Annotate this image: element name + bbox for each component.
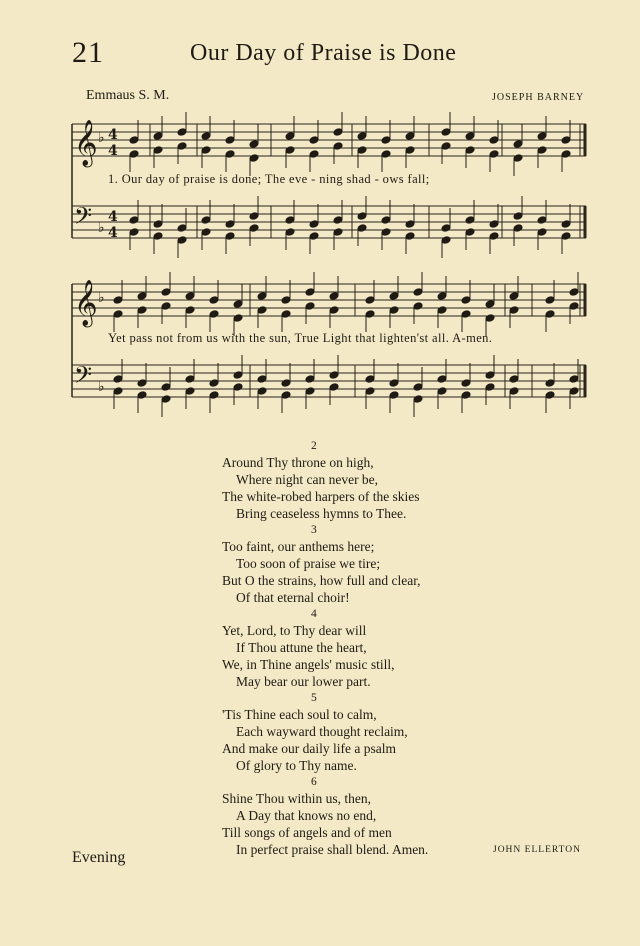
verse-line: Around Thy throne on high, bbox=[222, 455, 374, 470]
note-head bbox=[405, 220, 415, 229]
note-head bbox=[153, 132, 163, 141]
note-head bbox=[113, 387, 123, 396]
note-head bbox=[437, 387, 447, 396]
note-head bbox=[161, 302, 171, 311]
note-head bbox=[489, 150, 499, 159]
note-head bbox=[329, 383, 339, 392]
verse-line: Of that eternal choir! bbox=[236, 590, 350, 605]
note-head bbox=[561, 150, 571, 159]
note-head bbox=[357, 224, 367, 233]
note-head bbox=[161, 383, 171, 392]
note-head bbox=[137, 391, 147, 400]
note-head bbox=[561, 232, 571, 241]
note-head bbox=[333, 128, 343, 137]
verses bbox=[222, 438, 522, 858]
note-head bbox=[465, 228, 475, 237]
note-head bbox=[225, 136, 235, 145]
note-head bbox=[509, 375, 519, 384]
verse-line: Where night can never be, bbox=[236, 472, 379, 487]
tune-name: Emmaus S. M. bbox=[86, 88, 170, 103]
note-head bbox=[305, 288, 315, 297]
note-head bbox=[381, 150, 391, 159]
note-head bbox=[177, 128, 187, 137]
note-head bbox=[113, 296, 123, 305]
note-head bbox=[545, 310, 555, 319]
note-head bbox=[537, 132, 547, 141]
verse-line: Too soon of praise we tire; bbox=[236, 556, 381, 571]
note-head bbox=[513, 140, 523, 149]
note-head bbox=[285, 146, 295, 155]
note-head bbox=[509, 387, 519, 396]
note-head bbox=[357, 212, 367, 221]
note-head bbox=[257, 306, 267, 315]
stanza-number: 4 bbox=[311, 608, 317, 620]
note-head bbox=[333, 142, 343, 151]
note-head bbox=[137, 306, 147, 315]
note-head bbox=[329, 292, 339, 301]
stanza bbox=[222, 522, 522, 606]
note-head bbox=[209, 296, 219, 305]
note-head bbox=[461, 310, 471, 319]
time-signature: 4 bbox=[108, 209, 118, 225]
note-head bbox=[285, 228, 295, 237]
note-head bbox=[365, 296, 375, 305]
verse-line: We, in Thine angels' music still, bbox=[222, 657, 395, 672]
flat-sign: ♭ bbox=[98, 220, 105, 236]
note-head bbox=[177, 142, 187, 151]
note-head bbox=[249, 224, 259, 233]
note-head bbox=[441, 128, 451, 137]
note-head bbox=[465, 216, 475, 225]
note-head bbox=[485, 300, 495, 309]
note-head bbox=[249, 140, 259, 149]
note-head bbox=[281, 296, 291, 305]
note-head bbox=[305, 387, 315, 396]
staff-lines bbox=[72, 124, 586, 397]
note-head bbox=[129, 228, 139, 237]
note-head bbox=[129, 150, 139, 159]
note-head bbox=[281, 379, 291, 388]
verse-line: Each wayward thought reclaim, bbox=[236, 724, 408, 739]
note-head bbox=[357, 132, 367, 141]
note-head bbox=[509, 306, 519, 315]
flat-sign: ♭ bbox=[98, 379, 105, 395]
note-head bbox=[389, 292, 399, 301]
note-head bbox=[489, 136, 499, 145]
note-head bbox=[381, 228, 391, 237]
note-head bbox=[233, 300, 243, 309]
note-head bbox=[365, 375, 375, 384]
note-head bbox=[545, 391, 555, 400]
note-head bbox=[513, 212, 523, 221]
note-head bbox=[465, 146, 475, 155]
verse-line: Of glory to Thy name. bbox=[236, 758, 357, 773]
note-head bbox=[405, 132, 415, 141]
note-head bbox=[113, 375, 123, 384]
bass-clef: 𝄢 bbox=[74, 361, 93, 394]
note-head bbox=[225, 150, 235, 159]
note-head bbox=[329, 371, 339, 380]
verse-line: The white-robed harpers of the skies bbox=[222, 489, 420, 504]
bass-clef: 𝄢 bbox=[74, 202, 93, 235]
note-head bbox=[513, 224, 523, 233]
note-head bbox=[537, 216, 547, 225]
note-head bbox=[461, 391, 471, 400]
note-head bbox=[437, 292, 447, 301]
note-head bbox=[201, 216, 211, 225]
verse-line: Too faint, our anthems here; bbox=[222, 539, 375, 554]
note-head bbox=[201, 132, 211, 141]
note-head bbox=[381, 136, 391, 145]
lyrics-line-1: 1. Our day of praise is done; The eve - ning shad - ows fall; bbox=[108, 172, 430, 186]
note-head bbox=[441, 142, 451, 151]
note-head bbox=[461, 296, 471, 305]
note-head bbox=[485, 383, 495, 392]
note-head bbox=[569, 387, 579, 396]
verse-line: And make our daily life a psalm bbox=[222, 741, 396, 756]
stanza bbox=[222, 438, 522, 522]
hymn-title: Our Day of Praise is Done bbox=[190, 40, 457, 66]
note-head bbox=[413, 395, 423, 404]
note-head bbox=[177, 236, 187, 245]
note-head bbox=[413, 383, 423, 392]
note-head bbox=[405, 232, 415, 241]
note-head bbox=[185, 387, 195, 396]
time-signature: 4 bbox=[108, 127, 118, 143]
note-head bbox=[569, 302, 579, 311]
note-head bbox=[305, 375, 315, 384]
note-head bbox=[485, 371, 495, 380]
note-head bbox=[569, 288, 579, 297]
verse-line: A Day that knows no end, bbox=[236, 808, 377, 823]
note-head bbox=[153, 146, 163, 155]
stanza-number: 5 bbox=[311, 692, 317, 704]
note-head bbox=[561, 220, 571, 229]
note-head bbox=[129, 136, 139, 145]
note-head bbox=[441, 236, 451, 245]
note-head bbox=[333, 228, 343, 237]
note-head bbox=[309, 150, 319, 159]
note-head bbox=[537, 146, 547, 155]
verse-line: In perfect praise shall blend. Amen. bbox=[236, 842, 429, 857]
note-head bbox=[437, 375, 447, 384]
verse-line: 'Tis Thine each soul to calm, bbox=[222, 707, 377, 722]
notes bbox=[113, 112, 579, 417]
note-head bbox=[153, 220, 163, 229]
note-head bbox=[137, 292, 147, 301]
note-head bbox=[209, 379, 219, 388]
note-head bbox=[333, 216, 343, 225]
hymn-number: 21 bbox=[72, 36, 104, 69]
note-head bbox=[357, 146, 367, 155]
barlines bbox=[72, 124, 585, 397]
note-head bbox=[177, 224, 187, 233]
note-head bbox=[257, 375, 267, 384]
note-head bbox=[201, 228, 211, 237]
verse-line: Shine Thou within us, then, bbox=[222, 791, 372, 806]
note-head bbox=[257, 292, 267, 301]
verse-line: May bear our lower part. bbox=[236, 674, 371, 689]
verse-line: If Thou attune the heart, bbox=[236, 640, 367, 655]
stanza bbox=[222, 606, 522, 690]
treble-clef: 𝄞 bbox=[74, 120, 98, 166]
note-head bbox=[389, 306, 399, 315]
verse-line: Bring ceaseless hymns to Thee. bbox=[236, 506, 407, 521]
stanza-number: 2 bbox=[311, 440, 317, 452]
note-head bbox=[461, 379, 471, 388]
note-head bbox=[545, 379, 555, 388]
note-head bbox=[513, 154, 523, 163]
note-head bbox=[233, 371, 243, 380]
treble-clef: 𝄞 bbox=[74, 280, 98, 326]
note-head bbox=[249, 212, 259, 221]
note-head bbox=[365, 310, 375, 319]
note-head bbox=[209, 310, 219, 319]
note-head bbox=[281, 310, 291, 319]
note-head bbox=[225, 220, 235, 229]
note-head bbox=[233, 383, 243, 392]
note-head bbox=[249, 154, 259, 163]
note-head bbox=[185, 292, 195, 301]
category-label: Evening bbox=[72, 849, 126, 866]
note-head bbox=[225, 232, 235, 241]
time-signature: 4 bbox=[108, 225, 118, 241]
note-head bbox=[381, 216, 391, 225]
note-head bbox=[437, 306, 447, 315]
note-head bbox=[569, 375, 579, 384]
clefs-and-signatures bbox=[74, 120, 118, 395]
note-head bbox=[161, 288, 171, 297]
composer-credit: JOSEPH BARNEY bbox=[492, 92, 585, 103]
note-head bbox=[201, 146, 211, 155]
lyrics-line-2: Yet pass not from us with the sun, True Light that lighten'st all. A-men. bbox=[108, 331, 493, 345]
flat-sign: ♭ bbox=[98, 130, 105, 146]
note-head bbox=[509, 292, 519, 301]
verse-line: Till songs of angels and of men bbox=[222, 825, 392, 840]
note-head bbox=[281, 391, 291, 400]
note-head bbox=[285, 132, 295, 141]
note-head bbox=[305, 302, 315, 311]
note-head bbox=[285, 216, 295, 225]
note-head bbox=[413, 288, 423, 297]
note-head bbox=[545, 296, 555, 305]
time-signature: 4 bbox=[108, 143, 118, 159]
note-head bbox=[161, 395, 171, 404]
note-head bbox=[405, 146, 415, 155]
note-head bbox=[329, 306, 339, 315]
note-head bbox=[537, 228, 547, 237]
text-author: JOHN ELLERTON bbox=[493, 845, 581, 855]
note-head bbox=[309, 220, 319, 229]
note-head bbox=[441, 224, 451, 233]
note-head bbox=[561, 136, 571, 145]
note-head bbox=[153, 232, 163, 241]
note-head bbox=[233, 314, 243, 323]
flat-sign: ♭ bbox=[98, 290, 105, 306]
note-head bbox=[389, 379, 399, 388]
note-head bbox=[137, 379, 147, 388]
note-head bbox=[465, 132, 475, 141]
note-head bbox=[413, 302, 423, 311]
stanza bbox=[222, 690, 522, 774]
stanza bbox=[222, 774, 522, 858]
note-head bbox=[489, 232, 499, 241]
note-head bbox=[485, 314, 495, 323]
note-head bbox=[185, 375, 195, 384]
note-head bbox=[389, 391, 399, 400]
stanza-number: 3 bbox=[311, 524, 317, 536]
stanza-number: 6 bbox=[311, 776, 317, 788]
note-head bbox=[209, 391, 219, 400]
note-head bbox=[309, 232, 319, 241]
note-head bbox=[489, 220, 499, 229]
note-head bbox=[185, 306, 195, 315]
note-head bbox=[113, 310, 123, 319]
verse-line: But O the strains, how full and clear, bbox=[222, 573, 421, 588]
verse-line: Yet, Lord, to Thy dear will bbox=[222, 623, 367, 638]
note-head bbox=[365, 387, 375, 396]
note-head bbox=[129, 216, 139, 225]
note-head bbox=[309, 136, 319, 145]
note-head bbox=[257, 387, 267, 396]
